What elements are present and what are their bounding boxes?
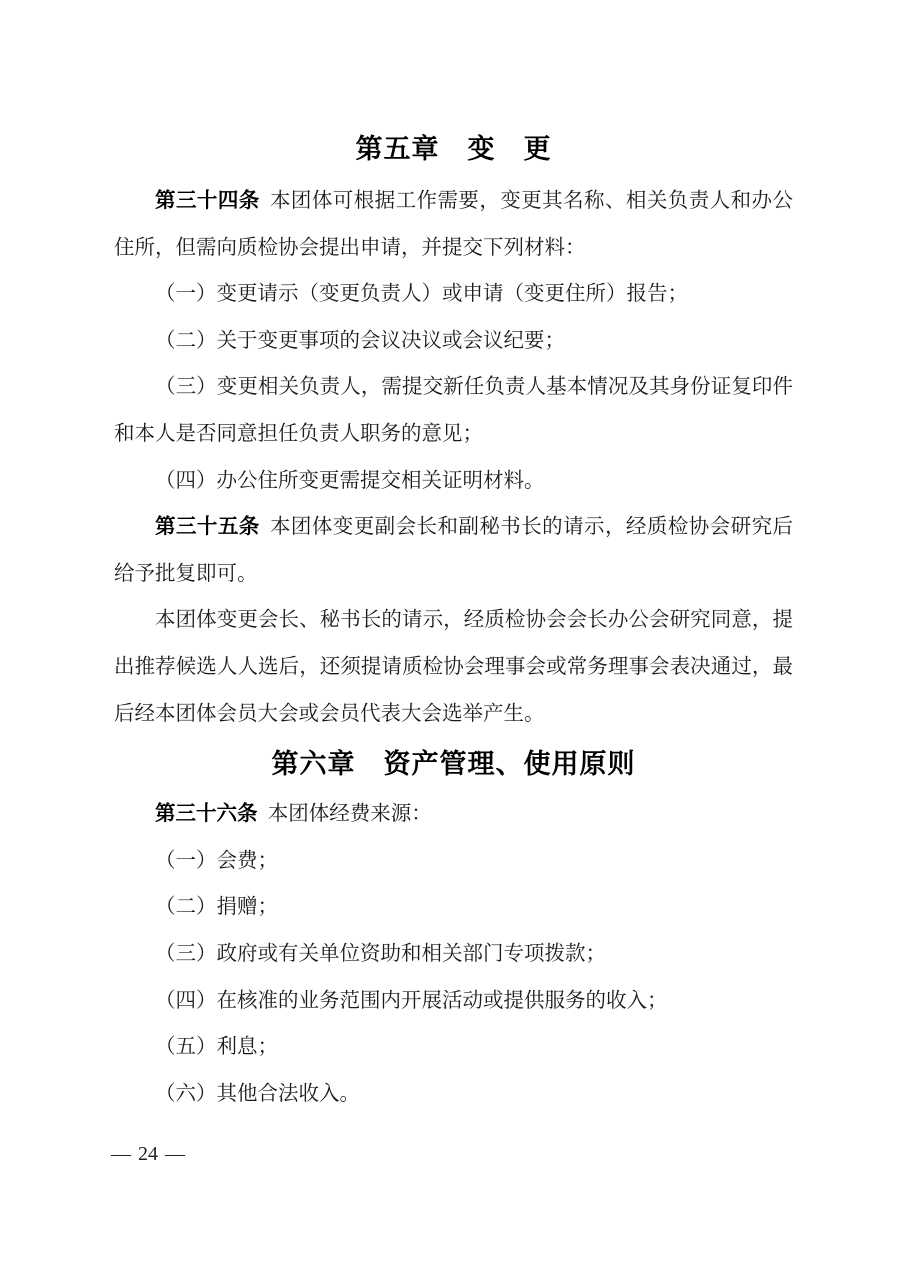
chapter5-title: 第五章 变 更: [355, 134, 552, 165]
article34-item-3: （三）变更相关负责人，需提交新任负责人基本情况及其身份证复印件和本人是否同意担任负责人职务的意见；: [114, 376, 793, 445]
document-content: [114, 128, 793, 1117]
page-number: 24: [138, 1143, 158, 1165]
article35-text: 本团体变更副会长和副秘书长的请示，经质检协会研究后给予批复即可。: [114, 516, 794, 585]
article36-paragraph: [114, 791, 793, 838]
article36-item-5: （五）利息；: [155, 1036, 278, 1059]
footer-left-dash: —: [111, 1143, 131, 1165]
article36-number: 第三十六条: [155, 803, 258, 826]
article36-item-2: （二）捐赠；: [155, 896, 278, 919]
article34-text: 本团体可根据工作需要，变更其名称、相关负责人和办公住所，但需向质检协会提出申请，并提交下列材料：: [114, 190, 794, 259]
footer-right-dash: —: [165, 1143, 185, 1165]
article34-item-4: （四）办公住所变更需提交相关证明材料。: [155, 469, 545, 492]
article36-item-6: （六）其他合法收入。: [155, 1082, 360, 1105]
article36-text: 本团体经费来源：: [267, 803, 432, 826]
article34-item-2: （二）关于变更事项的会议决议或会议纪要；: [155, 329, 565, 352]
article36-item-4: （四）在核准的业务范围内开展活动或提供服务的收入；: [155, 989, 668, 1012]
article34-paragraph: [114, 178, 793, 271]
article36-item-3: （三）政府或有关单位资助和相关部门专项拨款；: [155, 942, 606, 965]
article34-item-1: （一）变更请示（变更负责人）或申请（变更住所）报告；: [155, 283, 688, 306]
article36-item-1: （一）会费；: [155, 849, 278, 872]
page-footer: [111, 1143, 185, 1166]
article35-paragraph: [114, 504, 793, 597]
article34-number: 第三十四条: [155, 190, 260, 212]
chapter6-title: 第六章 资产管理、使用原则: [271, 749, 636, 781]
article35-paragraph-2: 本团体变更会长、秘书长的请示，经质检协会会长办公会研究同意，提出推荐候选人人选后，还须提请质检协会理事会或常务理事会表决通过，最后经本团体会员大会或会员代表大会选举产生。: [114, 609, 793, 725]
article35-number: 第三十五条: [155, 516, 260, 539]
